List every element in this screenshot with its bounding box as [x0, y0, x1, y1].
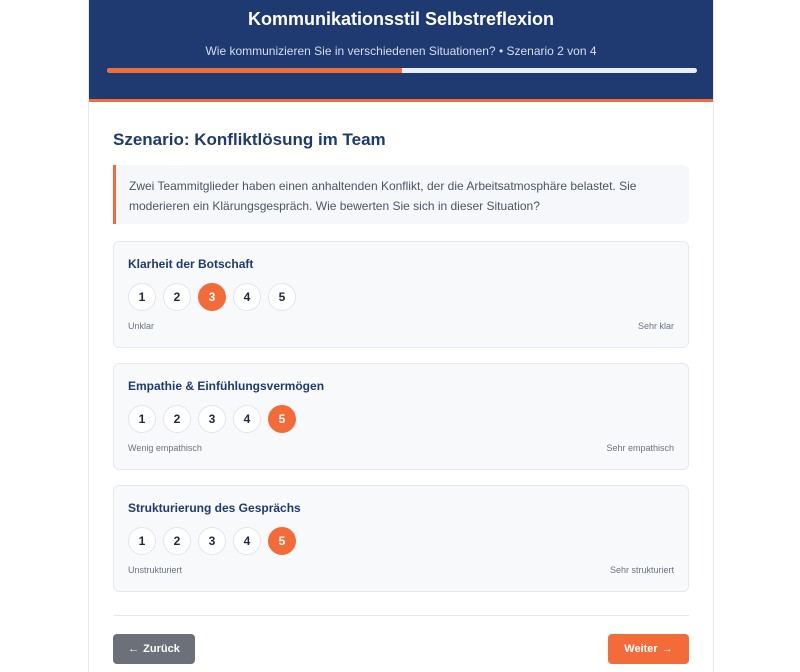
rating-option-5[interactable]: 5 — [268, 527, 296, 555]
scale-labels — [128, 320, 674, 332]
scale-labels — [128, 564, 674, 576]
scenario-title: Szenario: Konfliktlösung im Team — [113, 130, 386, 149]
scenario-description: Zwei Teammitglieder haben einen anhaltenden Konflikt, der die Arbeitsatmosphäre belastet. Sie moderieren ein Klärungsgespräch. Wie bewerten Sie sich in dieser Situation? — [113, 165, 689, 224]
page-title: Kommunikationsstil Selbstreflexion — [247, 9, 555, 29]
scale-max-label: Sehr strukturiert — [609, 565, 674, 575]
arrow-left-icon: ← — [128, 643, 140, 655]
arrow-right-icon: → — [661, 643, 673, 655]
scale-labels — [128, 442, 674, 454]
header — [89, 0, 713, 102]
back-button-label: Zurück — [143, 643, 180, 655]
main-content — [89, 129, 713, 664]
rating-option-4[interactable]: 4 — [233, 527, 261, 555]
next-button-label: Weiter — [624, 643, 658, 655]
scale-min-label: Unklar — [128, 321, 155, 331]
rating-option-3[interactable]: 3 — [198, 405, 226, 433]
scale-max-label: Sehr empathisch — [606, 443, 674, 453]
rating-option-4[interactable]: 4 — [233, 405, 261, 433]
scale-min-label: Wenig empathisch — [128, 443, 202, 453]
navigation-bar — [113, 634, 689, 664]
rating-option-3[interactable]: 3 — [198, 283, 226, 311]
rating-option-5[interactable]: 5 — [268, 283, 296, 311]
next-button[interactable] — [608, 634, 689, 664]
rating-option-2[interactable]: 2 — [163, 527, 191, 555]
rating-option-2[interactable]: 2 — [163, 283, 191, 311]
rating-option-1[interactable]: 1 — [128, 405, 156, 433]
progress-bar — [107, 68, 697, 73]
criterion-empathy — [113, 363, 689, 470]
rating-scale — [128, 283, 674, 311]
criterion-title: Klarheit der Botschaft — [128, 257, 254, 271]
rating-scale — [128, 527, 674, 555]
back-button[interactable] — [113, 634, 195, 664]
scale-min-label: Unstrukturiert — [128, 565, 183, 575]
rating-option-3[interactable]: 3 — [198, 527, 226, 555]
rating-option-5[interactable]: 5 — [268, 405, 296, 433]
divider — [113, 615, 689, 616]
criterion-title: Empathie & Einfühlungsvermögen — [128, 379, 325, 393]
criterion-structure — [113, 485, 689, 592]
rating-option-1[interactable]: 1 — [128, 283, 156, 311]
page-subtitle: Wie kommunizieren Sie in verschiedenen Situationen? • Szenario 2 von 4 — [205, 44, 597, 58]
criterion-title: Strukturierung des Gesprächs — [128, 501, 301, 515]
rating-option-2[interactable]: 2 — [163, 405, 191, 433]
progress-fill — [107, 68, 402, 73]
rating-scale — [128, 405, 674, 433]
assessment-card — [88, 0, 714, 672]
rating-option-4[interactable]: 4 — [233, 283, 261, 311]
scale-max-label: Sehr klar — [637, 321, 674, 331]
rating-option-1[interactable]: 1 — [128, 527, 156, 555]
criterion-clarity — [113, 241, 689, 348]
